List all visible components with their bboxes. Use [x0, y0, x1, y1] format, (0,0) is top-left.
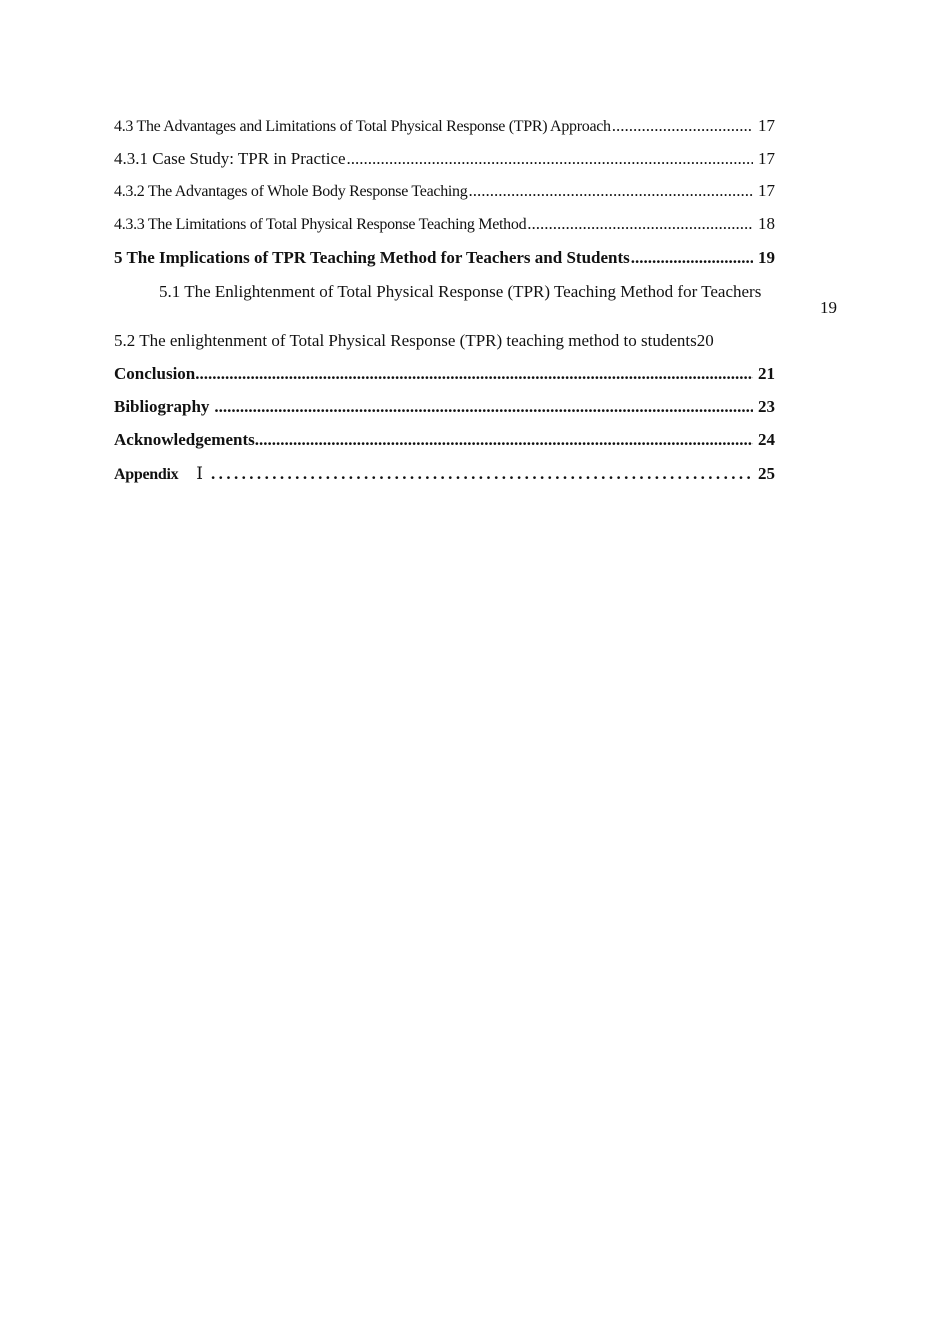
toc-entry-acknowledgements[interactable] [114, 429, 775, 451]
toc-entry-5-1-title[interactable]: 5.1 The Enlightenment of Total Physical Response (TPR) Teaching Method for Teachers [159, 282, 762, 301]
toc-entry-title: Appendix [114, 466, 179, 483]
toc-entry-5-2[interactable]: 5.2 The enlightenment of Total Physical Response (TPR) teaching method to students20 [114, 331, 714, 350]
toc-dot-leader [468, 180, 753, 202]
toc-entry-4-3-3[interactable] [114, 213, 775, 235]
toc-dot-leader [211, 463, 753, 485]
toc-entry-title: Conclusion [114, 364, 196, 383]
toc-dot-leader [612, 115, 753, 137]
toc-entry-4-3-2[interactable] [114, 180, 775, 202]
toc-page-number: 17 [758, 149, 775, 168]
toc-page-number: 17 [758, 181, 775, 200]
roman-numeral-one: Ⅰ [196, 464, 204, 483]
toc-entry-4-3[interactable] [114, 115, 775, 137]
toc-page-number: 23 [758, 397, 775, 416]
toc-entry-bibliography[interactable] [114, 396, 775, 418]
toc-entry-4-3-1[interactable] [114, 148, 775, 170]
toc-page-number: 19 [758, 248, 775, 267]
toc-dot-leader [195, 363, 753, 385]
toc-dot-leader [255, 429, 753, 451]
toc-dot-leader [527, 213, 753, 235]
toc-entry-chapter-5[interactable] [114, 247, 775, 269]
toc-dot-leader [214, 396, 753, 418]
toc-dot-leader [631, 247, 753, 269]
toc-entry-title: 4.3 The Advantages and Limitations of Total Physical Response (TPR) Approach [114, 118, 611, 135]
toc-entry-title: 4.3.3 The Limitations of Total Physical Response Teaching Method [114, 216, 527, 233]
toc-entry-title: 4.3.1 Case Study: TPR in Practice [114, 149, 346, 168]
toc-page-number: 25 [758, 464, 775, 483]
toc-entry-conclusion[interactable] [114, 363, 775, 385]
toc-entry-title: Bibliography [114, 397, 210, 416]
toc-entry-title: 5 The Implications of TPR Teaching Method for Teachers and Students [114, 248, 630, 267]
toc-entry-title: Acknowledgements [114, 430, 255, 449]
toc-entry-5-1-page-number: 19 [820, 298, 837, 317]
toc-entry-appendix[interactable] [114, 463, 775, 485]
toc-page-number: 18 [758, 214, 775, 233]
toc-dot-leader [347, 148, 753, 170]
toc-page-number: 24 [758, 430, 775, 449]
toc-entry-title: 4.3.2 The Advantages of Whole Body Response Teaching [114, 183, 468, 200]
toc-page-number: 21 [758, 364, 775, 383]
toc-page-number: 17 [758, 116, 775, 135]
